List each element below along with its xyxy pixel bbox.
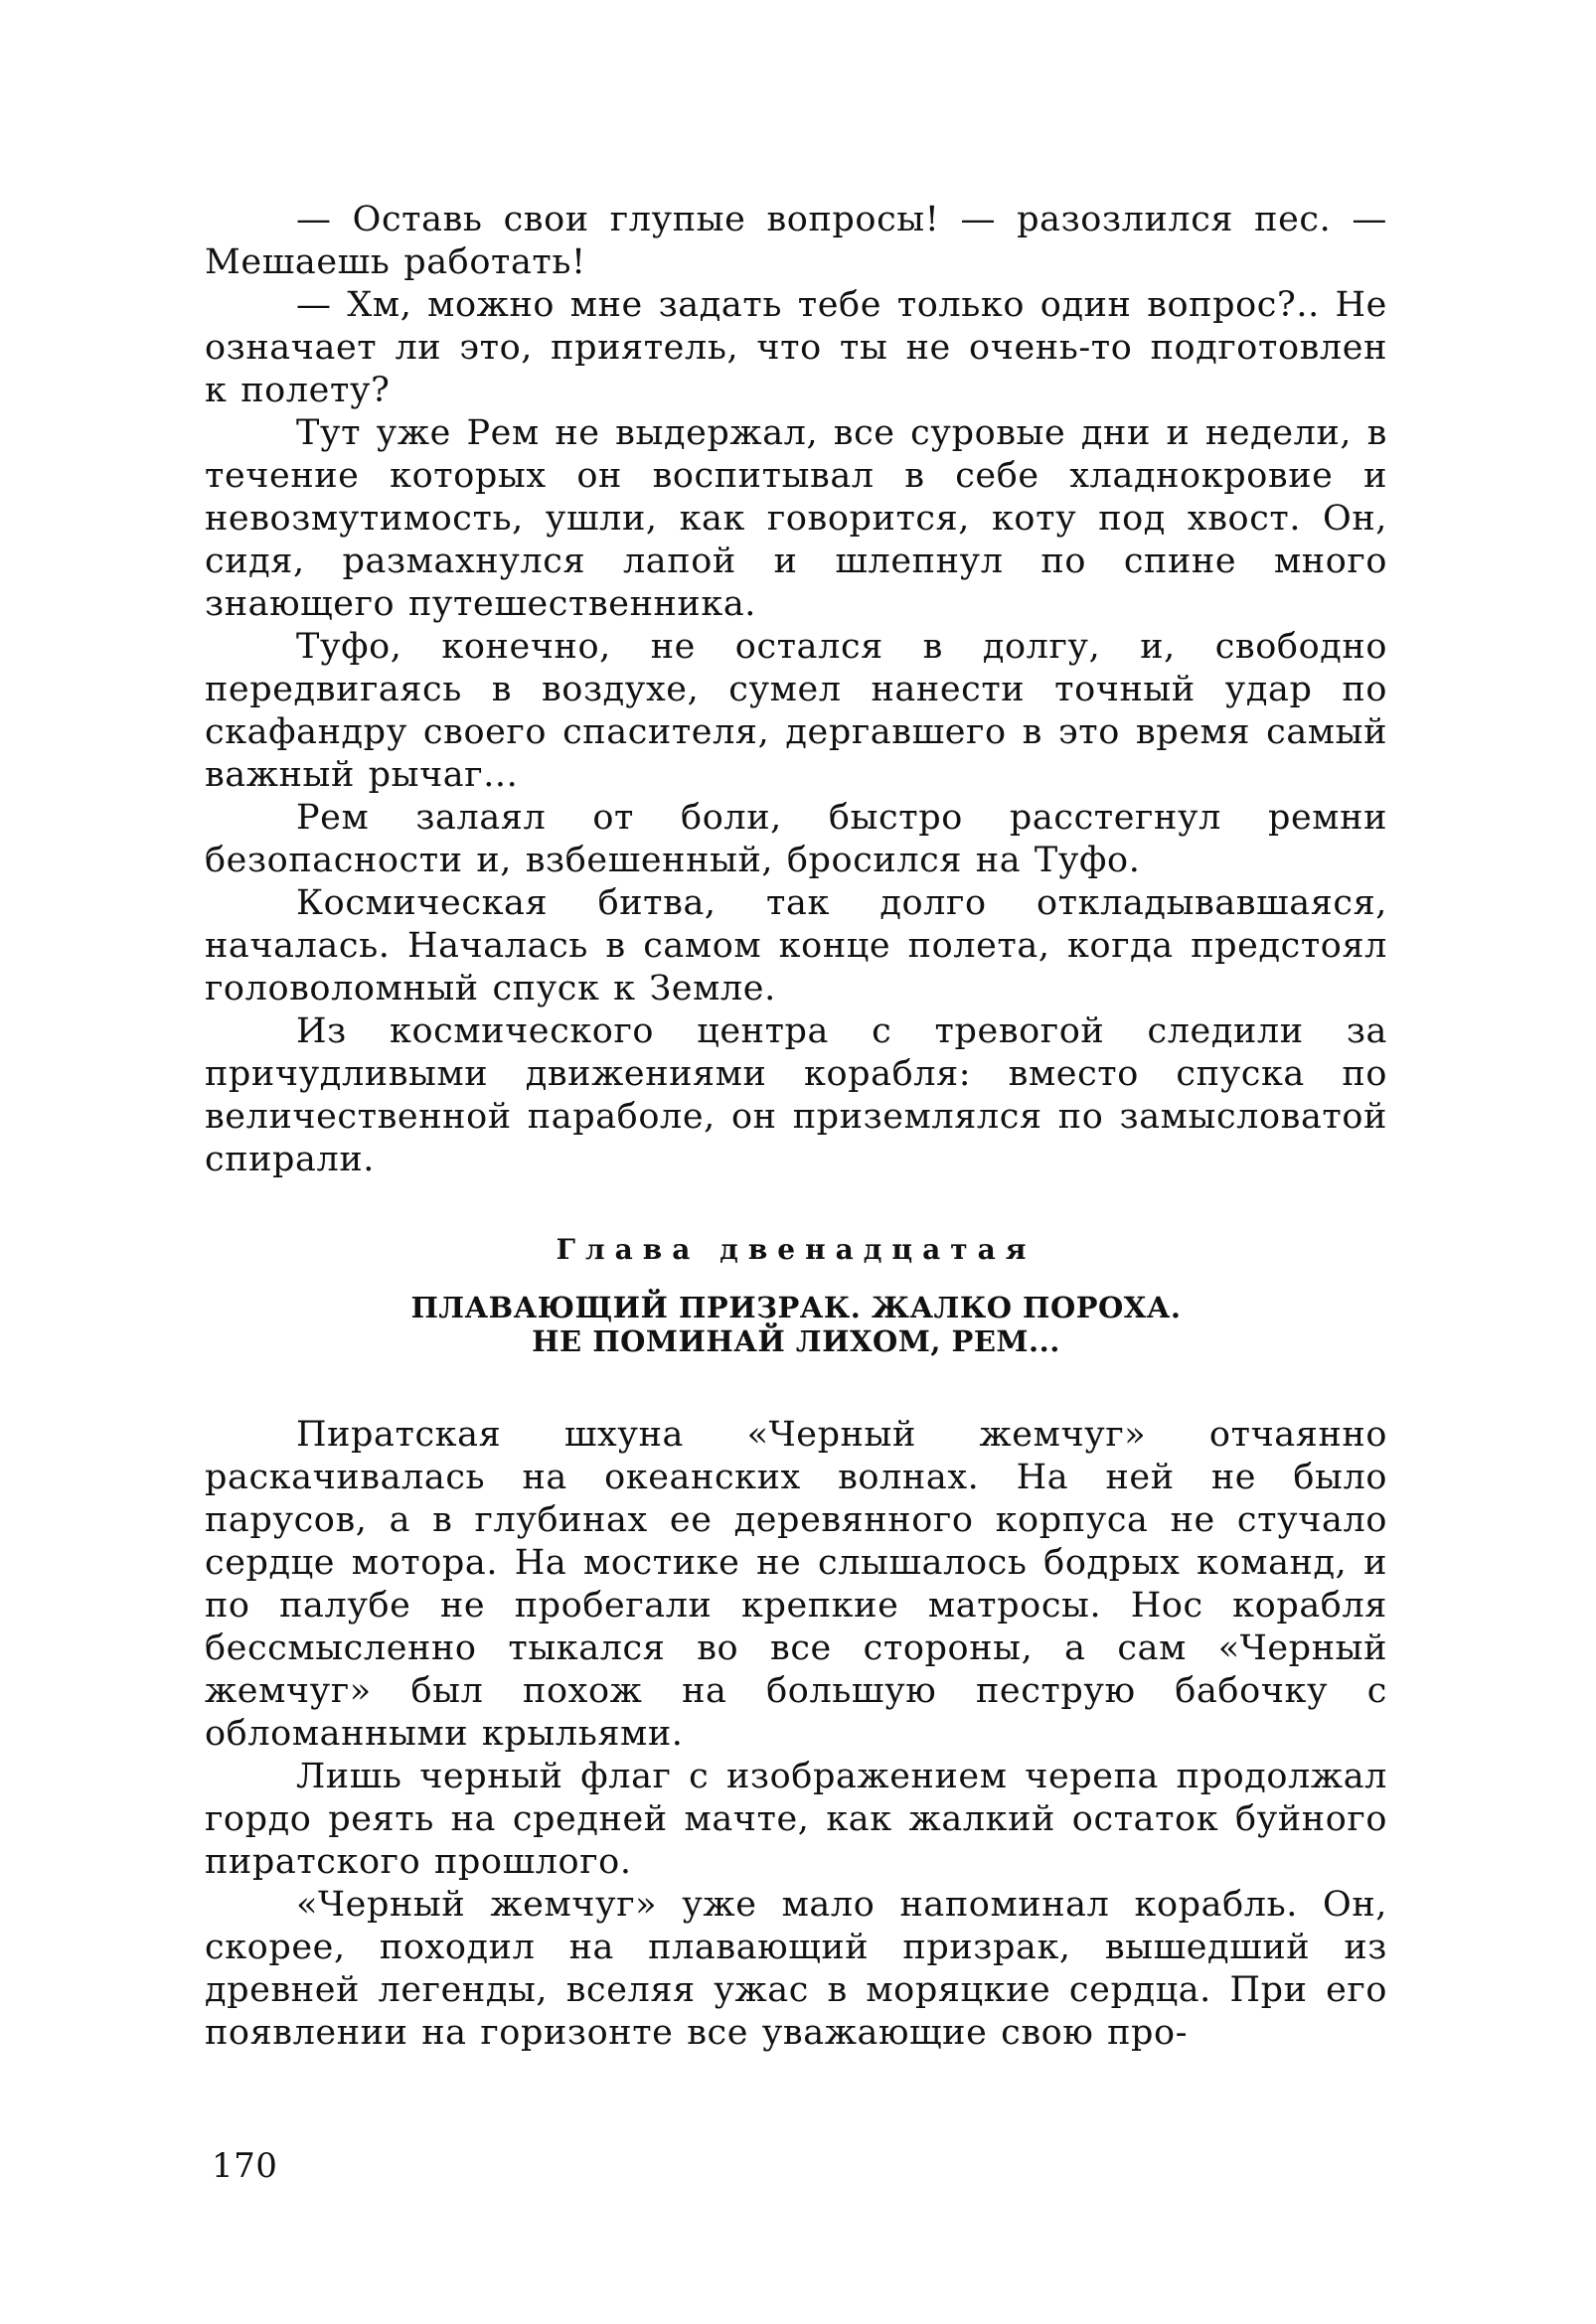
paragraph: Тут уже Рем не выдержал, все суровые дни и недели, в течение которых он воспитывал в себе хладнокровие и невозмутимость, ушли, как говорится, коту под хвост. Он, сидя, размахнулся лапой и шлепнул по спине много знающего путешественника. [205,413,1387,624]
paragraph: Пиратская шхуна «Черный жемчуг» отчаянно раскачивалась на океанских волнах. На ней не было парусов, а в глубинах ее деревянного корпуса не стучало сердце мотора. На мостике не слышалось бодрых команд, и по палубе не пробегали крепкие матросы. Нос корабля бессмысленно тыкался во все стороны, а сам «Черный жемчуг» был похож на большую пеструю бабочку с обломанными крыльями. [205,1415,1387,1754]
chapter-title [205,1291,1387,1358]
page-number: 170 [212,2146,278,2186]
paragraph: — Оставь свои глупые вопросы! — разозлился пес. — Мешаешь работать! [205,200,1387,282]
paragraph: — Хм, можно мне задать тебе только один вопрос?.. Не означает ли это, приятель, что ты не очень-то подготовлен к полету? [205,285,1387,410]
paragraph: Лишь черный флаг с изображением черепа продолжал гордо реять на средней мачте, как жалкий остаток буйного пиратского прошлого. [205,1757,1387,1882]
chapter-label: Глава двенадцатая [556,1233,1037,1266]
paragraph: Туфо, конечно, не остался в долгу, и, свободно передвигаясь в воздухе, сумел нанести точный удар по скафандру своего спасителя, дергавшего в это время самый важный рычаг... [205,627,1387,795]
paragraph: Из космического центра с тревогой следили за причудливыми движениями корабля: вместо спуска по величественной параболе, он приземлялся по замысловатой спирали. [205,1011,1387,1179]
page-body [205,199,1387,2055]
paragraph: «Черный жемчуг» уже мало напоминал корабль. Он, скорее, походил на плавающий призрак, вышедший из древней легенды, вселяя ужас в моряцкие сердца. При его появлении на горизонте все уважающие свою про- [205,1885,1387,2053]
paragraph: Рем залаял от боли, быстро расстегнул ремни безопасности и, взбешенный, бросился на Туфо. [205,798,1387,880]
chapter-title-line: ПЛАВАЮЩИЙ ПРИЗРАК. ЖАЛКО ПОРОХА. [410,1291,1182,1324]
paragraph: Космическая битва, так долго откладывавшаяся, началась. Началась в самом конце полета, когда предстоял головоломный спуск к Земле. [205,883,1387,1008]
chapter-title-line: НЕ ПОМИНАЙ ЛИХОМ, РЕМ... [532,1324,1060,1358]
